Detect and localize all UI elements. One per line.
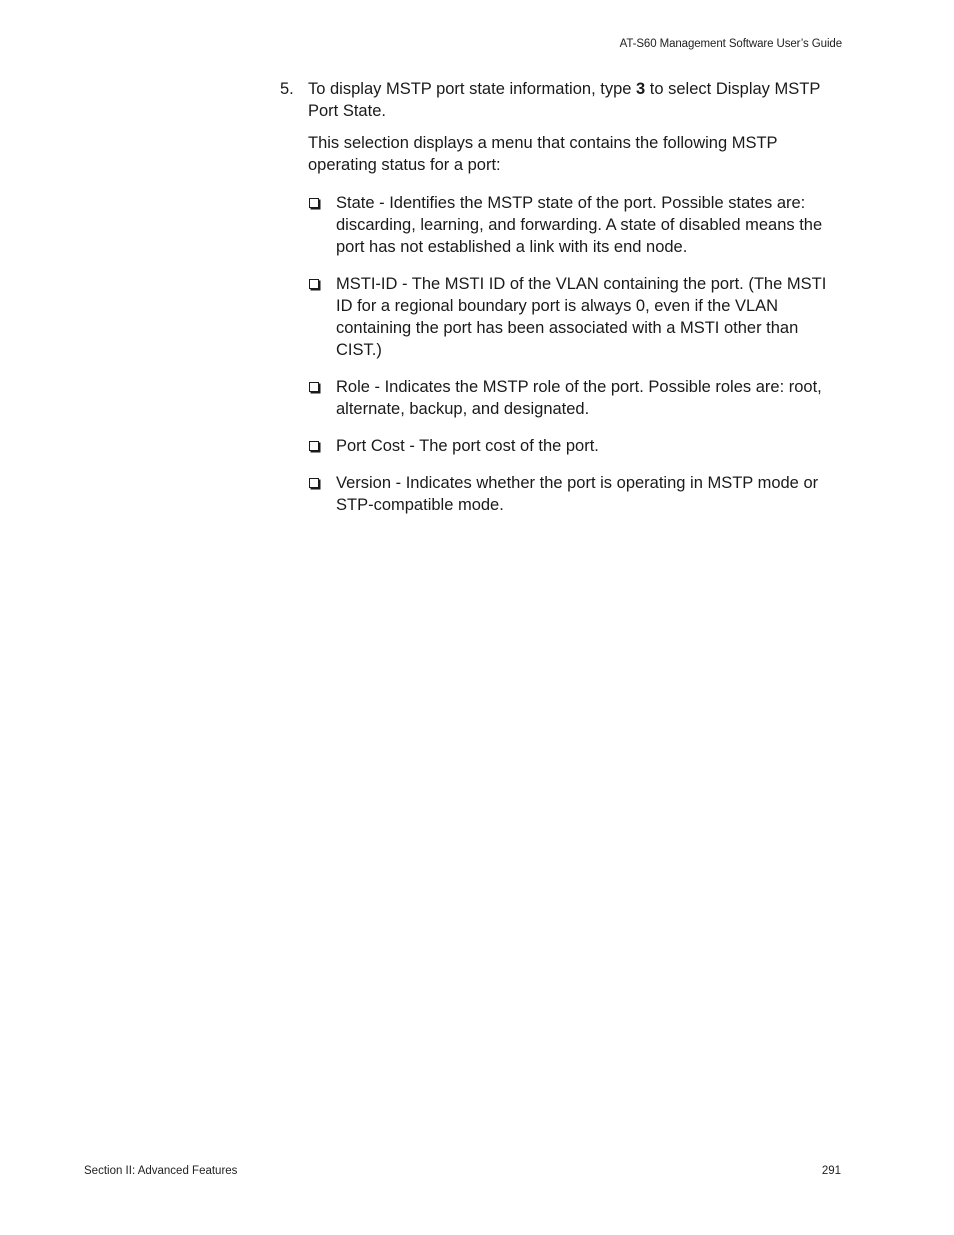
step-5 [280,78,842,122]
bullet-text: Port Cost - The port cost of the port. [336,437,599,455]
step-key: 3 [636,80,646,98]
checkbox-bullet-icon [309,382,319,392]
bullet-text: Role - Indicates the MSTP role of the port. Possible roles are: root, alternate, backup, and designated. [336,378,822,418]
footer-section: Section II: Advanced Features [84,1165,238,1177]
checkbox-bullet-icon [309,478,319,488]
step-number: 5. [280,80,294,98]
bullet-text: MSTI-ID - The MSTI ID of the VLAN containing the port. (The MSTI ID for a regional boundary port is always 0, even if the VLAN containing the port has been associated with a MSTI other than CIST.) [336,275,827,359]
bullet-list [308,192,842,516]
list-item [308,472,842,516]
step-text-before: To display MSTP port state information, type [308,80,637,98]
bullet-text: Version - Indicates whether the port is operating in MSTP mode or STP-compatible mode. [336,474,819,514]
page-content [280,78,842,531]
bullet-text: State - Identifies the MSTP state of the port. Possible states are: discarding, learning, and forwarding. A state of disabled means the port has not established a link with its end node. [336,194,823,256]
checkbox-bullet-icon [309,441,319,451]
list-item [308,435,842,457]
page-number: 291 [821,1165,841,1177]
checkbox-bullet-icon [309,198,319,208]
step-text-after: to select Display MSTP Port State. [308,80,821,120]
list-item [308,376,842,420]
running-header: AT-S60 Management Software User’s Guide [619,38,842,50]
checkbox-bullet-icon [309,279,319,289]
list-item [308,273,842,361]
list-item [308,192,842,258]
step-description: This selection displays a menu that contains the following MSTP operating status for a port: [308,134,778,174]
